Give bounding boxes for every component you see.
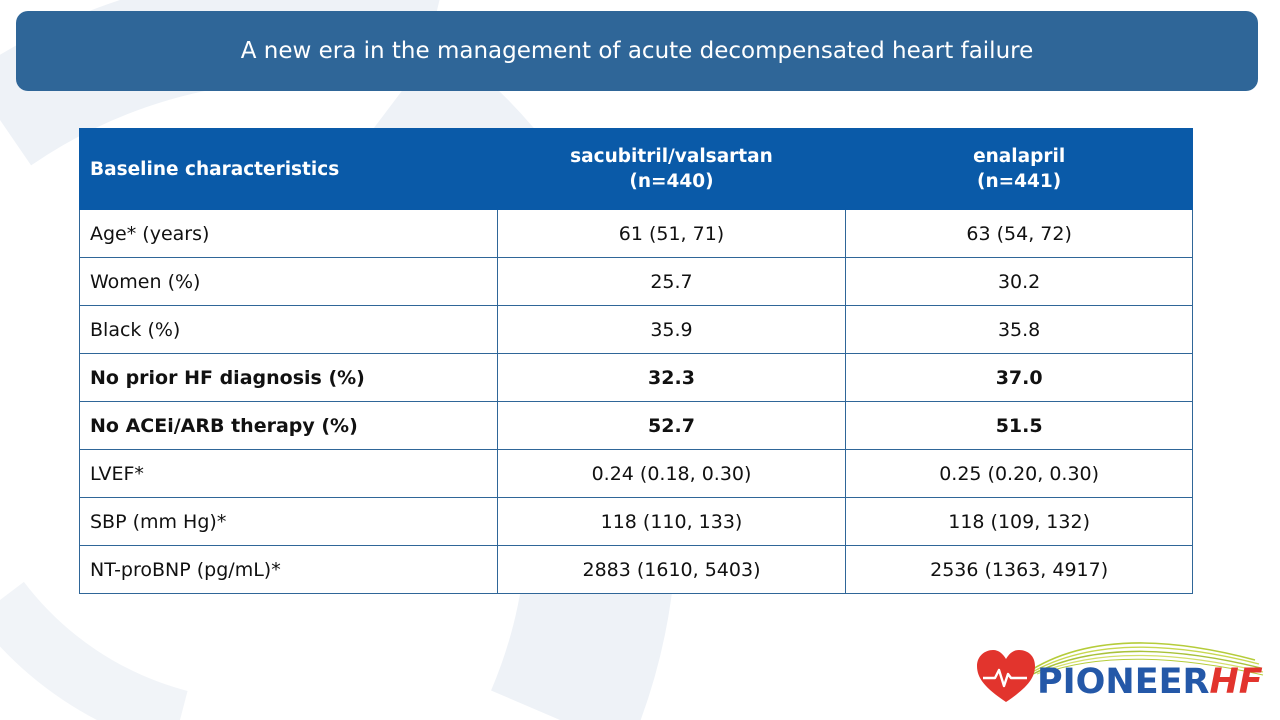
sacubitril-value: 32.3 (497, 354, 846, 402)
logo-wordmark (1037, 662, 1263, 702)
table-header-row (80, 129, 1193, 210)
heart-icon (975, 648, 1037, 706)
row-label: Age* (years) (80, 210, 498, 258)
slide-title: A new era in the management of acute decompensated heart failure (240, 38, 1034, 64)
sacubitril-value: 25.7 (497, 258, 846, 306)
header-enalapril (846, 129, 1193, 210)
row-label: Black (%) (80, 306, 498, 354)
enalapril-value: 63 (54, 72) (846, 210, 1193, 258)
sacubitril-value: 35.9 (497, 306, 846, 354)
table-row (80, 306, 1193, 354)
table-row (80, 498, 1193, 546)
header-sacubitril-valsartan (497, 129, 846, 210)
baseline-table (79, 128, 1193, 594)
enalapril-value: 35.8 (846, 306, 1193, 354)
row-label: Women (%) (80, 258, 498, 306)
table-row-highlighted (80, 354, 1193, 402)
table-row (80, 258, 1193, 306)
enalapril-value: 0.25 (0.20, 0.30) (846, 450, 1193, 498)
header-enalapril-name: enalapril (973, 146, 1066, 167)
header-sacubitril-name: sacubitril/valsartan (570, 146, 773, 167)
row-label: No prior HF diagnosis (%) (80, 354, 498, 402)
sacubitril-value: 0.24 (0.18, 0.30) (497, 450, 846, 498)
header-baseline-characteristics: Baseline characteristics (80, 129, 498, 210)
title-bar (16, 11, 1258, 91)
logo-text-hf: HF (1209, 662, 1263, 702)
table-row-highlighted (80, 402, 1193, 450)
enalapril-value: 2536 (1363, 4917) (846, 546, 1193, 594)
row-label: No ACEi/ARB therapy (%) (80, 402, 498, 450)
enalapril-value: 37.0 (846, 354, 1193, 402)
enalapril-value: 51.5 (846, 402, 1193, 450)
enalapril-value: 118 (109, 132) (846, 498, 1193, 546)
header-enalapril-n: (n=441) (977, 171, 1062, 192)
enalapril-value: 30.2 (846, 258, 1193, 306)
row-label: NT-proBNP (pg/mL)* (80, 546, 498, 594)
sacubitril-value: 118 (110, 133) (497, 498, 846, 546)
pioneer-hf-logo (975, 630, 1265, 710)
table-row (80, 450, 1193, 498)
sacubitril-value: 2883 (1610, 5403) (497, 546, 846, 594)
row-label: SBP (mm Hg)* (80, 498, 498, 546)
table-row (80, 546, 1193, 594)
sacubitril-value: 61 (51, 71) (497, 210, 846, 258)
sacubitril-value: 52.7 (497, 402, 846, 450)
row-label: LVEF* (80, 450, 498, 498)
header-sacubitril-n: (n=440) (629, 171, 714, 192)
table-row (80, 210, 1193, 258)
logo-text-pioneer: PIONEER (1037, 662, 1210, 702)
